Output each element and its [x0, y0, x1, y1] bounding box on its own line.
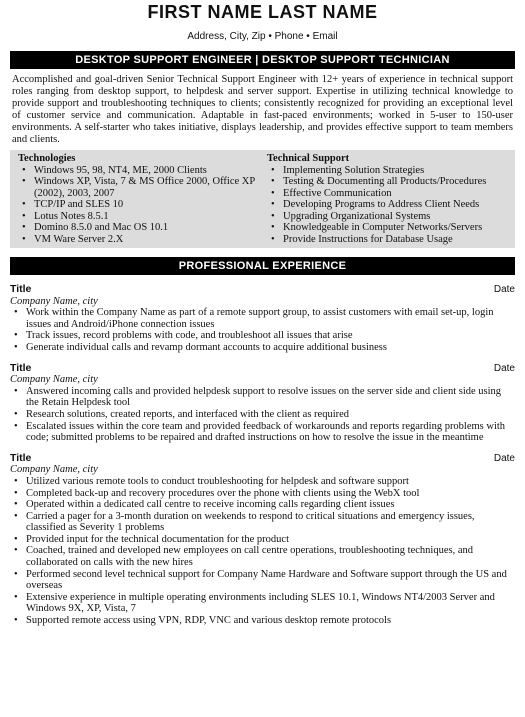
- list-item: • Track issues, record problems with code, and troubleshoot all issues that arise: [10, 330, 515, 342]
- job-entry-1: [10, 284, 515, 354]
- candidate-name: FIRST NAME LAST NAME: [147, 2, 378, 22]
- list-item: • Extensive experience in multiple operating environments including SLES 10.1, Windows NT4/2003 Server and Windows 9X, XP, Vista, 7: [10, 592, 515, 615]
- job-date: Date: [493, 452, 515, 464]
- list-item: • Escalated issues within the core team and provided feedback of workarounds and reports regarding problems with code; submitted problems to be repaired and drafted instructions on how to resolve the issue in the meantime: [10, 421, 515, 444]
- contact-line: Address, City, Zip • Phone • Email: [187, 31, 338, 42]
- job-date: Date: [493, 284, 515, 295]
- job-bullets: [10, 476, 515, 627]
- list-item: • Windows 95, 98, NT4, ME, 2000 Clients: [18, 165, 259, 177]
- list-item: • Implementing Solution Strategies: [267, 165, 507, 177]
- list-item: • Answered incoming calls and provided helpdesk support to resolve issues on the server side and client side using the Retain Helpdesk tool: [10, 386, 515, 409]
- list-item: • Utilized various remote tools to conduct troubleshooting for helpdesk and software support: [10, 476, 515, 488]
- list-item: • Lotus Notes 8.5.1: [18, 211, 259, 223]
- experience-heading-bar: PROFESSIONAL EXPERIENCE: [10, 257, 515, 275]
- list-item: • Provided input for the technical documentation for the product: [10, 534, 515, 546]
- list-item: • Coached, trained and developed new employees on call centre operations, troubleshooting techniques, and collaborated on calls with the new hires: [10, 545, 515, 568]
- skills-technologies: [18, 153, 259, 245]
- list-item: • Upgrading Organizational Systems: [267, 211, 507, 223]
- skills-technologies-list: [18, 165, 259, 246]
- job-title: Title: [10, 361, 32, 374]
- job-bullets: [10, 386, 515, 444]
- job-date: Date: [493, 362, 515, 374]
- headline-bar: DESKTOP SUPPORT ENGINEER | DESKTOP SUPPORT TECHNICIAN: [10, 51, 515, 69]
- skills-technical-support: [267, 153, 507, 245]
- job-company: Company Name, city: [10, 374, 98, 386]
- skills-support-list: [267, 165, 507, 246]
- list-item: • Domino 8.5.0 and Mac OS 10.1: [18, 222, 259, 234]
- list-item: • Knowledgeable in Computer Networks/Servers: [267, 222, 507, 234]
- list-item: • Completed back-up and recovery procedures over the phone with clients using the WebX tool: [10, 488, 515, 500]
- job-entry-3: [10, 453, 515, 627]
- list-item: • Provide Instructions for Database Usage: [267, 234, 507, 246]
- job-title: Title: [10, 283, 32, 295]
- list-item: • Operated within a dedicated call centre to receive incoming calls regarding client issues: [10, 499, 515, 511]
- list-item: • Research solutions, created reports, and interfaced with the client as required: [10, 409, 515, 421]
- list-item: • Effective Communication: [267, 188, 507, 200]
- list-item: • VM Ware Server 2.X: [18, 234, 259, 246]
- list-item: • Performed second level technical support for Company Name Hardware and Software support through the US and overseas: [10, 569, 515, 592]
- list-item: • Supported remote access using VPN, RDP, VNC and various desktop remote protocols: [10, 615, 515, 627]
- job-title: Title: [10, 451, 32, 464]
- list-item: • Developing Programs to Address Client Needs: [267, 199, 507, 211]
- list-item: • Carried a pager for a 3-month duration on weekends to respond to critical situations and emergency issues, classified as Severity 1 problems: [10, 511, 515, 534]
- list-item: • Work within the Company Name as part of a remote support group, to assist customers with email set-up, login issues and Android/iPhone connection issues: [10, 307, 515, 330]
- list-item: • Testing & Documenting all Products/Procedures: [267, 176, 507, 188]
- job-company: Company Name, city: [10, 464, 98, 476]
- skills-technologies-heading: Technologies: [18, 153, 76, 164]
- resume-page: [10, 0, 515, 627]
- job-entry-2: [10, 363, 515, 444]
- job-company: Company Name, city: [10, 295, 98, 307]
- job-bullets: [10, 307, 515, 353]
- skills-support-heading: Technical Support: [267, 153, 350, 164]
- list-item: • Generate individual calls and revamp dormant accounts to acquire additional business: [10, 342, 515, 354]
- list-item: • Windows XP, Vista, 7 & MS Office 2000, Office XP (2002), 2003, 2007: [18, 176, 259, 199]
- summary-paragraph: Accomplished and goal-driven Senior Technical Support Engineer with 12+ years of experience in technical support roles ranging from desktop support, to helpdesk and server support. Expertise in utilizing technical knowledge to provide support and troubleshooting techniques to clients; consistently recognized for providing an exceptional level of customer service and communication. Adaptable in fast-paced environments; worked in 5-user to 150-user environments. A self-starter who takes initiative, displays leadership, and provides effective support to team members and clients.: [12, 74, 513, 145]
- list-item: • TCP/IP and SLES 10: [18, 199, 259, 211]
- skills-box: [10, 150, 515, 248]
